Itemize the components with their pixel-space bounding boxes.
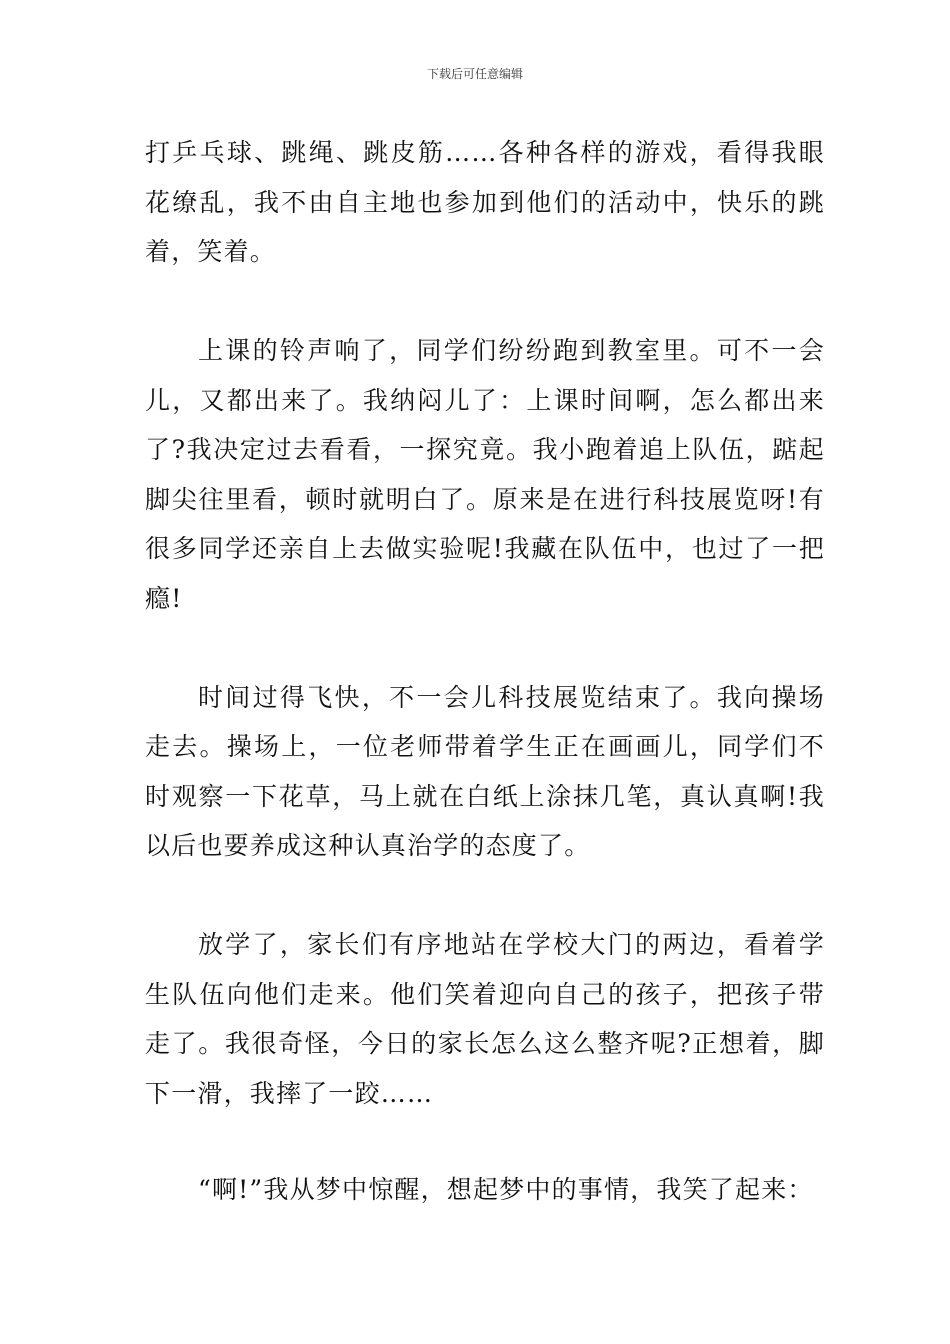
- paragraph-games: 打乒乓球、跳绳、跳皮筋……各种各样的游戏，看得我眼花缭乱，我不由自主地也参加到他们的活动中，快乐的跳着，笑着。: [145, 138, 825, 266]
- paragraph-wake-up: “啊!”我从梦中惊醒，想起梦中的事情，我笑了起来：: [198, 1175, 814, 1204]
- page-header: 下载后可任意编辑: [426, 67, 523, 81]
- document-body: [145, 128, 825, 1215]
- paragraph-class-bell: 上课的铃声响了，同学们纷纷跑到教室里。可不一会儿，又都出来了。我纳闷儿了：上课时间啊，怎么都出来了?我决定过去看看，一探究竟。我小跑着追上队伍，踮起脚尖往里看，顿时就明白了。原来是在进行科技展览呀!有很多同学还亲自上去做实验呢!我藏在队伍中，也过了一把瘾!: [145, 336, 825, 613]
- paragraph-playground: 时间过得飞快，不一会儿科技展览结束了。我向操场走去。操场上，一位老师带着学生正在画画儿，同学们不时观察一下花草，马上就在白纸上涂抹几笔，真认真啊!我以后也要养成这种认真治学的态度了。: [145, 682, 825, 860]
- paragraph-after-school: 放学了，家长们有序地站在学校大门的两边，看着学生队伍向他们走来。他们笑着迎向自己的孩子，把孩子带走了。我很奇怪，今日的家长怎么这么整齐呢?正想着，脚下一滑，我摔了一跤……: [145, 930, 825, 1108]
